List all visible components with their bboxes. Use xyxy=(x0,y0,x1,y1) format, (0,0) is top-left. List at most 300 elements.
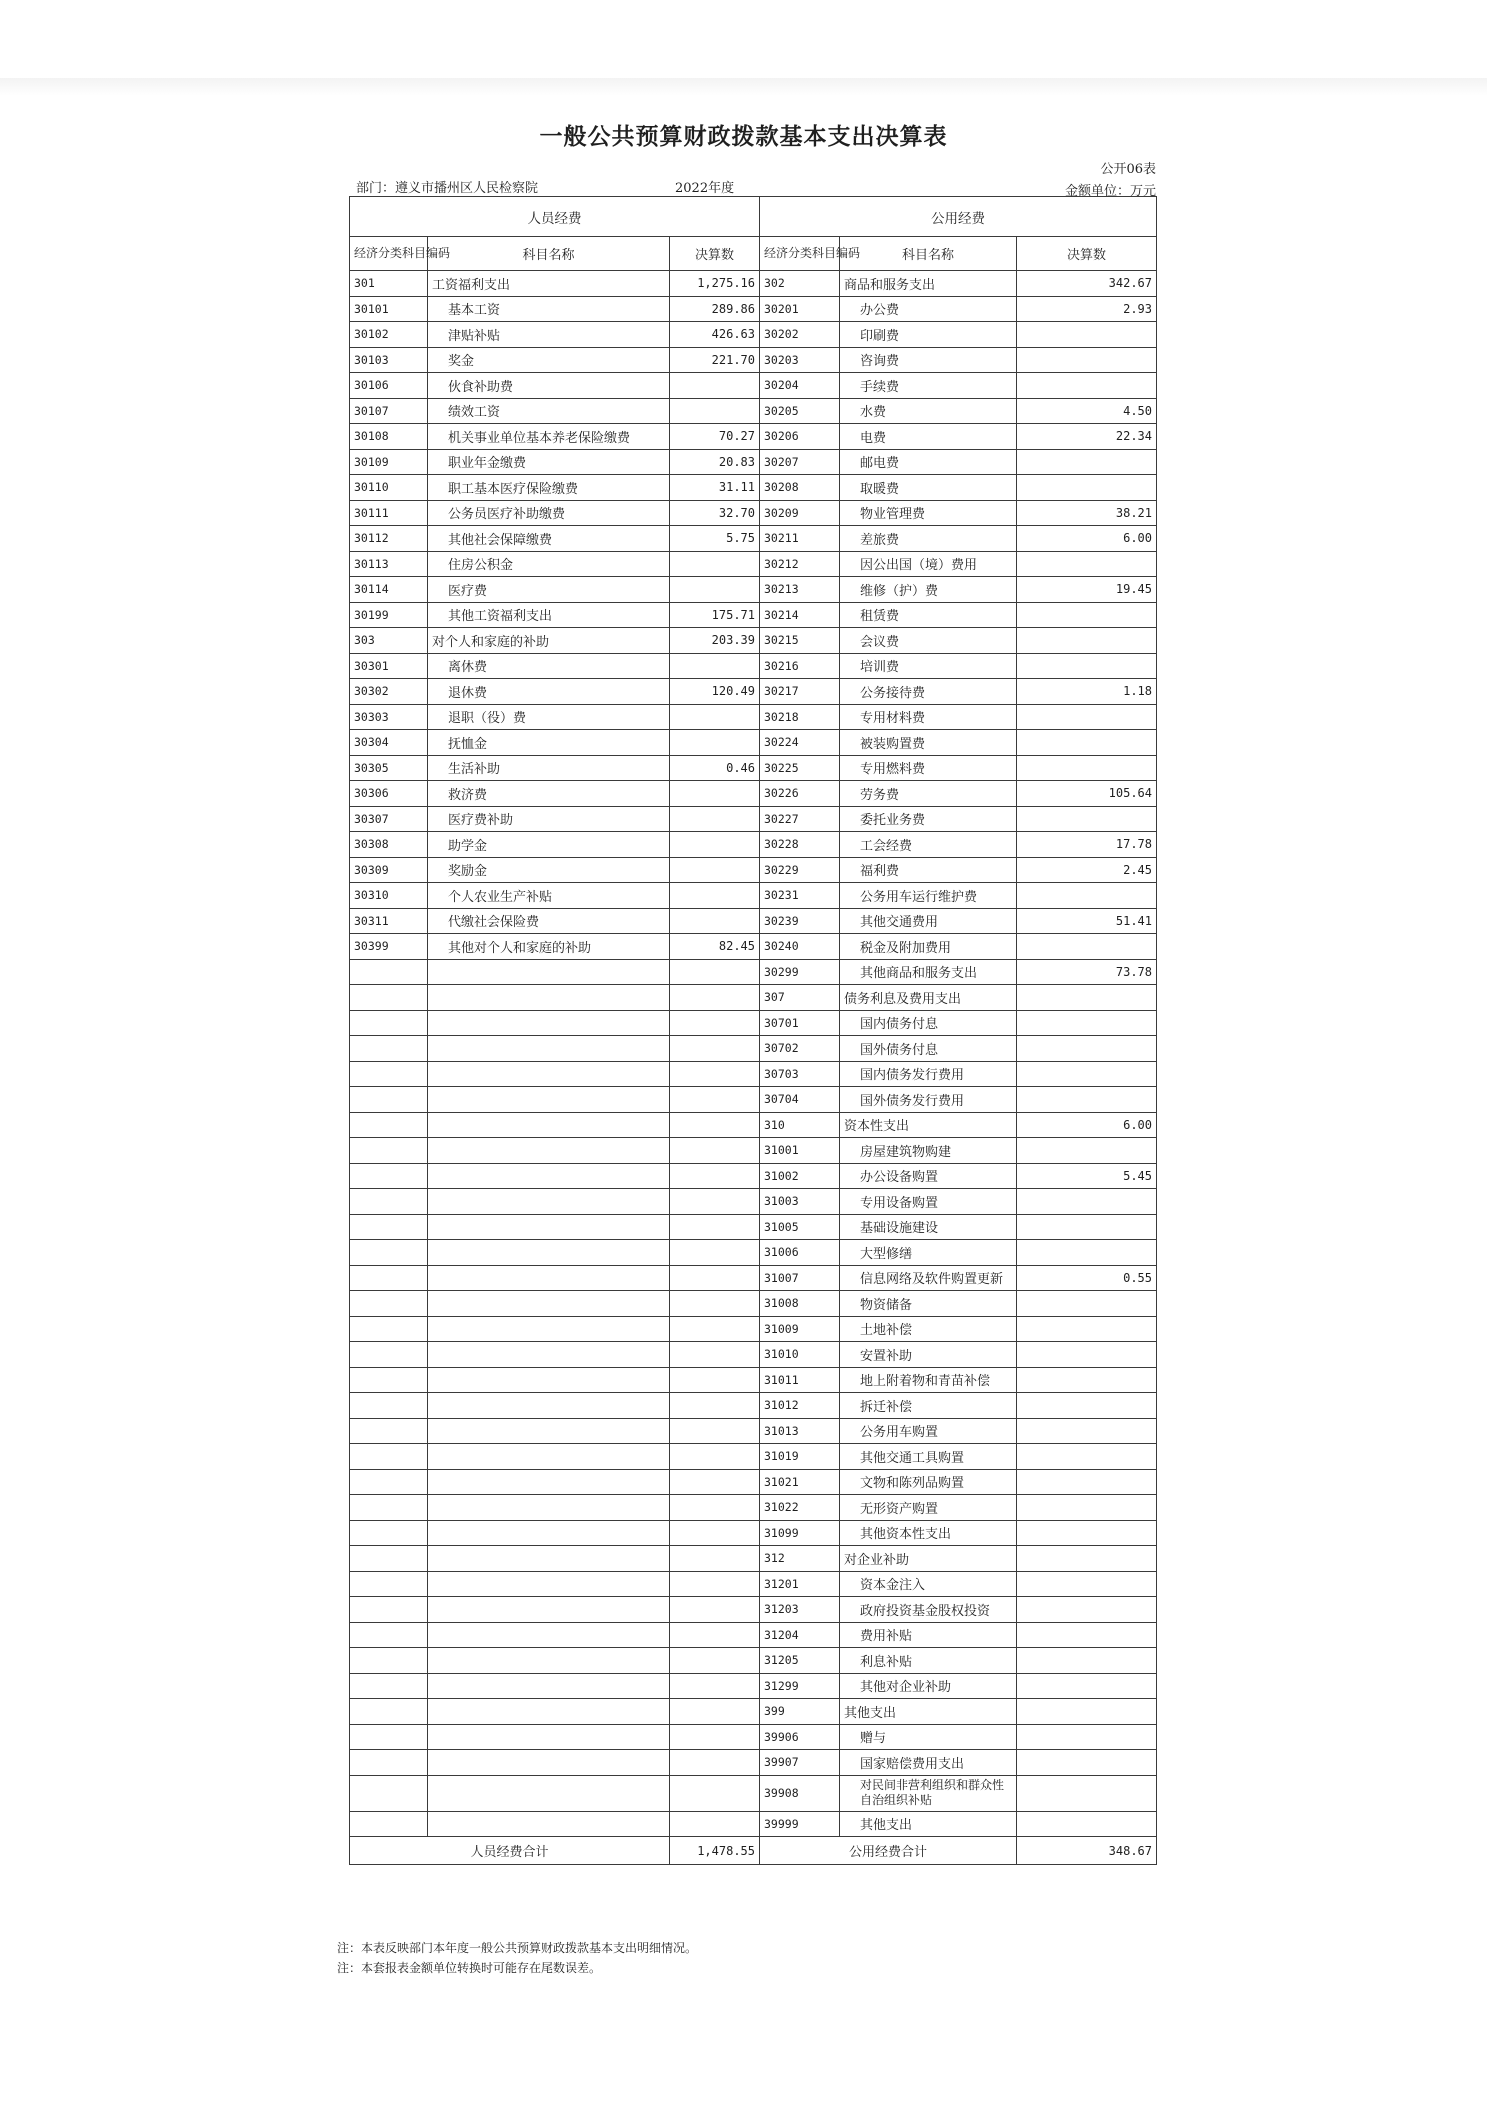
table-row xyxy=(350,1571,1157,1597)
table-row xyxy=(350,934,1157,960)
right-amount-cell xyxy=(1017,1673,1157,1699)
table-row xyxy=(350,1291,1157,1317)
page-title: 一般公共预算财政拨款基本支出决算表 xyxy=(539,123,948,150)
right-code-cell: 30207 xyxy=(760,449,840,475)
table-row xyxy=(350,806,1157,832)
right-code-cell: 30214 xyxy=(760,602,840,628)
left-empty-cell xyxy=(350,1597,428,1623)
right-amount-cell xyxy=(1017,347,1157,373)
left-empty-cell xyxy=(670,1189,760,1215)
left-empty-cell xyxy=(350,1622,428,1648)
right-code-cell: 39999 xyxy=(760,1811,840,1837)
left-empty-cell xyxy=(428,1673,670,1699)
right-amount-cell xyxy=(1017,1699,1157,1725)
left-empty-cell xyxy=(670,1622,760,1648)
left-empty-cell xyxy=(670,1597,760,1623)
right-name-cell: 土地补偿 xyxy=(840,1316,1017,1342)
right-code-cell: 31005 xyxy=(760,1214,840,1240)
right-code-cell: 30239 xyxy=(760,908,840,934)
left-empty-cell xyxy=(428,1316,670,1342)
right-amount-cell xyxy=(1017,449,1157,475)
right-name-cell: 福利费 xyxy=(840,857,1017,883)
left-empty-cell xyxy=(670,1342,760,1368)
table-row xyxy=(350,1418,1157,1444)
left-empty-cell xyxy=(350,1750,428,1776)
right-code-cell: 30212 xyxy=(760,551,840,577)
left-empty-cell xyxy=(670,1811,760,1837)
left-empty-cell xyxy=(428,1189,670,1215)
right-code-cell: 30201 xyxy=(760,296,840,322)
left-amount-cell: 31.11 xyxy=(670,475,760,501)
right-amount-cell xyxy=(1017,1444,1157,1470)
personnel-total-label: 人员经费合计 xyxy=(350,1837,670,1865)
left-empty-cell xyxy=(428,1240,670,1266)
right-amount-cell xyxy=(1017,1138,1157,1164)
left-name-cell: 生活补助 xyxy=(428,755,670,781)
left-empty-cell xyxy=(350,1520,428,1546)
left-empty-cell xyxy=(670,985,760,1011)
left-empty-cell xyxy=(670,1775,760,1811)
right-name-cell: 差旅费 xyxy=(840,526,1017,552)
left-name-cell: 退职（役）费 xyxy=(428,704,670,730)
right-code-cell: 39906 xyxy=(760,1724,840,1750)
right-code-cell: 30229 xyxy=(760,857,840,883)
right-amount-cell xyxy=(1017,653,1157,679)
table-row xyxy=(350,475,1157,501)
right-name-cell: 专用设备购置 xyxy=(840,1189,1017,1215)
left-code-cell: 30302 xyxy=(350,679,428,705)
left-amount-cell xyxy=(670,883,760,909)
right-name-cell: 取暖费 xyxy=(840,475,1017,501)
table-row xyxy=(350,781,1157,807)
right-name-cell: 印刷费 xyxy=(840,322,1017,348)
left-amount-cell xyxy=(670,832,760,858)
right-code-cell: 31011 xyxy=(760,1367,840,1393)
note-line: 注：本套报表金额单位转换时可能存在尾数误差。 xyxy=(337,1961,602,1975)
left-amount-cell: 32.70 xyxy=(670,500,760,526)
left-amount-cell: 0.46 xyxy=(670,755,760,781)
right-name-cell: 房屋建筑物购建 xyxy=(840,1138,1017,1164)
right-amount-cell xyxy=(1017,1546,1157,1572)
right-amount-cell xyxy=(1017,1291,1157,1317)
left-name-cell: 奖励金 xyxy=(428,857,670,883)
right-amount-cell xyxy=(1017,1495,1157,1521)
right-name-cell: 物业管理费 xyxy=(840,500,1017,526)
left-empty-cell xyxy=(350,1316,428,1342)
right-name-cell: 其他支出 xyxy=(840,1699,1017,1725)
right-amount-cell xyxy=(1017,730,1157,756)
right-code-cell: 30225 xyxy=(760,755,840,781)
left-empty-cell xyxy=(428,1367,670,1393)
right-code-cell: 30209 xyxy=(760,500,840,526)
right-code-cell: 39908 xyxy=(760,1775,840,1811)
left-code-cell: 30309 xyxy=(350,857,428,883)
left-empty-cell xyxy=(670,1648,760,1674)
left-empty-cell xyxy=(670,1469,760,1495)
left-empty-cell xyxy=(350,1444,428,1470)
right-amount-cell: 73.78 xyxy=(1017,959,1157,985)
right-amount-cell xyxy=(1017,1811,1157,1837)
left-empty-cell xyxy=(428,985,670,1011)
table-row xyxy=(350,1520,1157,1546)
table-row xyxy=(350,1316,1157,1342)
table-row xyxy=(350,1724,1157,1750)
table-row xyxy=(350,296,1157,322)
right-code-cell: 30216 xyxy=(760,653,840,679)
right-code-cell: 30217 xyxy=(760,679,840,705)
right-name-cell: 安置补助 xyxy=(840,1342,1017,1368)
left-empty-cell xyxy=(428,1699,670,1725)
right-name-cell: 水费 xyxy=(840,398,1017,424)
left-empty-cell xyxy=(670,1750,760,1776)
left-empty-cell xyxy=(670,1087,760,1113)
right-amount-cell xyxy=(1017,934,1157,960)
right-code-cell: 30202 xyxy=(760,322,840,348)
table-row xyxy=(350,1597,1157,1623)
right-name-cell: 劳务费 xyxy=(840,781,1017,807)
right-code-cell: 31006 xyxy=(760,1240,840,1266)
left-name-cell: 职业年金缴费 xyxy=(428,449,670,475)
table-row xyxy=(350,1010,1157,1036)
left-amount-cell xyxy=(670,398,760,424)
right-code-cell: 30227 xyxy=(760,806,840,832)
right-name-header: 科目名称 xyxy=(840,237,1017,271)
right-amount-cell xyxy=(1017,704,1157,730)
right-amount-cell: 2.45 xyxy=(1017,857,1157,883)
header-row-columns xyxy=(350,237,1157,271)
right-code-cell: 30205 xyxy=(760,398,840,424)
right-code-cell: 30206 xyxy=(760,424,840,450)
left-amount-cell xyxy=(670,857,760,883)
left-empty-cell xyxy=(350,959,428,985)
right-code-cell: 31002 xyxy=(760,1163,840,1189)
left-code-cell: 30306 xyxy=(350,781,428,807)
right-name-cell: 利息补贴 xyxy=(840,1648,1017,1674)
right-amount-cell: 19.45 xyxy=(1017,577,1157,603)
right-amount-cell: 38.21 xyxy=(1017,500,1157,526)
right-name-cell: 会议费 xyxy=(840,628,1017,654)
right-code-cell: 31205 xyxy=(760,1648,840,1674)
left-empty-cell xyxy=(670,1418,760,1444)
table-row xyxy=(350,1265,1157,1291)
left-empty-cell xyxy=(670,959,760,985)
left-amount-cell xyxy=(670,704,760,730)
right-name-cell: 电费 xyxy=(840,424,1017,450)
right-name-cell: 物资储备 xyxy=(840,1291,1017,1317)
right-code-cell: 30218 xyxy=(760,704,840,730)
right-amount-cell xyxy=(1017,1010,1157,1036)
right-amount-cell: 51.41 xyxy=(1017,908,1157,934)
right-amount-cell xyxy=(1017,1571,1157,1597)
table-row xyxy=(350,577,1157,603)
left-name-cell: 公务员医疗补助缴费 xyxy=(428,500,670,526)
right-name-cell: 对企业补助 xyxy=(840,1546,1017,1572)
left-amount-cell: 426.63 xyxy=(670,322,760,348)
left-empty-cell xyxy=(350,1061,428,1087)
table-row xyxy=(350,832,1157,858)
left-name-cell: 离休费 xyxy=(428,653,670,679)
right-code-cell: 31007 xyxy=(760,1265,840,1291)
right-amount-cell: 5.45 xyxy=(1017,1163,1157,1189)
table-row xyxy=(350,1367,1157,1393)
right-name-cell: 公务接待费 xyxy=(840,679,1017,705)
right-amount-cell xyxy=(1017,551,1157,577)
left-amount-cell xyxy=(670,806,760,832)
table-row xyxy=(350,1138,1157,1164)
header-row-groups xyxy=(350,197,1157,237)
table-row xyxy=(350,1469,1157,1495)
right-amount-cell xyxy=(1017,373,1157,399)
right-amount-cell xyxy=(1017,1520,1157,1546)
personnel-header: 人员经费 xyxy=(350,197,760,237)
left-empty-cell xyxy=(350,1571,428,1597)
table-row xyxy=(350,347,1157,373)
left-code-cell: 30112 xyxy=(350,526,428,552)
right-amount-cell xyxy=(1017,1597,1157,1623)
left-empty-cell xyxy=(350,1189,428,1215)
table-row xyxy=(350,449,1157,475)
form-id: 公开06表 xyxy=(1100,162,1156,177)
left-code-cell: 30103 xyxy=(350,347,428,373)
right-name-cell: 咨询费 xyxy=(840,347,1017,373)
right-amount-cell xyxy=(1017,1469,1157,1495)
right-amount-cell: 2.93 xyxy=(1017,296,1157,322)
right-code-cell: 31013 xyxy=(760,1418,840,1444)
right-code-cell: 30704 xyxy=(760,1087,840,1113)
right-name-cell: 办公设备购置 xyxy=(840,1163,1017,1189)
right-code-cell: 310 xyxy=(760,1112,840,1138)
left-empty-cell xyxy=(350,1469,428,1495)
right-name-cell: 邮电费 xyxy=(840,449,1017,475)
left-amount-cell: 20.83 xyxy=(670,449,760,475)
left-empty-cell xyxy=(428,1622,670,1648)
right-amount-cell xyxy=(1017,1393,1157,1419)
left-empty-cell xyxy=(350,1214,428,1240)
left-name-cell: 津贴补贴 xyxy=(428,322,670,348)
totals-row xyxy=(350,1837,1157,1865)
left-code-cell: 30110 xyxy=(350,475,428,501)
left-code-cell: 30113 xyxy=(350,551,428,577)
left-code-cell: 30301 xyxy=(350,653,428,679)
left-empty-cell xyxy=(428,1291,670,1317)
right-code-cell: 307 xyxy=(760,985,840,1011)
left-empty-cell xyxy=(428,1546,670,1572)
left-empty-cell xyxy=(428,959,670,985)
left-empty-cell xyxy=(428,1112,670,1138)
right-name-cell: 维修（护）费 xyxy=(840,577,1017,603)
table-row xyxy=(350,322,1157,348)
left-empty-cell xyxy=(350,1811,428,1837)
table-row xyxy=(350,1189,1157,1215)
year-label: 2022年度 xyxy=(675,181,735,196)
left-empty-cell xyxy=(670,1571,760,1597)
right-amount-cell: 0.55 xyxy=(1017,1265,1157,1291)
table-row xyxy=(350,373,1157,399)
right-code-cell: 30701 xyxy=(760,1010,840,1036)
left-code-cell: 303 xyxy=(350,628,428,654)
right-code-cell: 312 xyxy=(760,1546,840,1572)
left-empty-cell xyxy=(428,1469,670,1495)
right-name-cell: 专用燃料费 xyxy=(840,755,1017,781)
left-empty-cell xyxy=(670,1673,760,1699)
left-empty-cell xyxy=(428,1087,670,1113)
left-amount-cell: 5.75 xyxy=(670,526,760,552)
left-empty-cell xyxy=(670,1163,760,1189)
right-amount-cell xyxy=(1017,1342,1157,1368)
left-empty-cell xyxy=(350,1163,428,1189)
left-name-cell: 其他对个人和家庭的补助 xyxy=(428,934,670,960)
table-row xyxy=(350,883,1157,909)
right-code-cell: 30213 xyxy=(760,577,840,603)
right-name-cell: 税金及附加费用 xyxy=(840,934,1017,960)
right-name-cell: 专用材料费 xyxy=(840,704,1017,730)
left-name-cell: 住房公积金 xyxy=(428,551,670,577)
table-row xyxy=(350,755,1157,781)
left-amount-cell: 70.27 xyxy=(670,424,760,450)
left-code-cell: 30308 xyxy=(350,832,428,858)
left-name-cell: 职工基本医疗保险缴费 xyxy=(428,475,670,501)
left-empty-cell xyxy=(350,1010,428,1036)
left-empty-cell xyxy=(428,1061,670,1087)
right-name-cell: 被装购置费 xyxy=(840,730,1017,756)
left-empty-cell xyxy=(428,1418,670,1444)
right-amount-cell xyxy=(1017,1367,1157,1393)
right-name-cell: 商品和服务支出 xyxy=(840,271,1017,297)
right-code-cell: 30208 xyxy=(760,475,840,501)
left-code-header: 经济分类科目编码 xyxy=(350,237,428,271)
table-row xyxy=(350,628,1157,654)
left-empty-cell xyxy=(428,1811,670,1837)
right-name-cell: 债务利息及费用支出 xyxy=(840,985,1017,1011)
right-amount-cell xyxy=(1017,1648,1157,1674)
right-name-cell: 国内债务付息 xyxy=(840,1010,1017,1036)
right-name-cell: 国家赔偿费用支出 xyxy=(840,1750,1017,1776)
table-row xyxy=(350,1811,1157,1837)
left-code-cell: 30304 xyxy=(350,730,428,756)
personnel-total-amount: 1,478.55 xyxy=(670,1837,760,1865)
table-row xyxy=(350,653,1157,679)
right-amount-cell xyxy=(1017,1240,1157,1266)
left-empty-cell xyxy=(350,1775,428,1811)
right-code-cell: 30231 xyxy=(760,883,840,909)
table-row xyxy=(350,908,1157,934)
right-amount-cell xyxy=(1017,1750,1157,1776)
right-name-cell: 租赁费 xyxy=(840,602,1017,628)
left-code-cell: 30305 xyxy=(350,755,428,781)
right-code-cell: 30299 xyxy=(760,959,840,985)
left-amount-cell: 120.49 xyxy=(670,679,760,705)
table-row xyxy=(350,1495,1157,1521)
right-name-cell: 国外债务付息 xyxy=(840,1036,1017,1062)
left-empty-cell xyxy=(350,1291,428,1317)
left-amount-cell: 203.39 xyxy=(670,628,760,654)
right-amount-cell: 6.00 xyxy=(1017,1112,1157,1138)
right-code-cell: 30228 xyxy=(760,832,840,858)
left-empty-cell xyxy=(350,1724,428,1750)
left-empty-cell xyxy=(428,1342,670,1368)
table-row xyxy=(350,398,1157,424)
left-name-cell: 其他工资福利支出 xyxy=(428,602,670,628)
right-amount-cell xyxy=(1017,1214,1157,1240)
right-amount-cell: 1.18 xyxy=(1017,679,1157,705)
left-empty-cell xyxy=(428,1036,670,1062)
left-name-cell: 救济费 xyxy=(428,781,670,807)
public-total-label: 公用经费合计 xyxy=(760,1837,1017,1865)
table-row xyxy=(350,1112,1157,1138)
left-code-cell: 301 xyxy=(350,271,428,297)
left-amount-cell: 175.71 xyxy=(670,602,760,628)
left-empty-cell xyxy=(350,1546,428,1572)
left-amount-cell: 221.70 xyxy=(670,347,760,373)
left-empty-cell xyxy=(428,1010,670,1036)
right-amount-cell xyxy=(1017,1036,1157,1062)
left-empty-cell xyxy=(350,985,428,1011)
right-amount-cell xyxy=(1017,1087,1157,1113)
right-code-header: 经济分类科目编码 xyxy=(760,237,840,271)
left-empty-cell xyxy=(670,1316,760,1342)
left-name-header: 科目名称 xyxy=(428,237,670,271)
right-amount-cell xyxy=(1017,475,1157,501)
right-amount-cell: 22.34 xyxy=(1017,424,1157,450)
left-empty-cell xyxy=(670,1699,760,1725)
right-code-cell: 302 xyxy=(760,271,840,297)
left-empty-cell xyxy=(428,1163,670,1189)
left-empty-cell xyxy=(670,1265,760,1291)
table-row xyxy=(350,1648,1157,1674)
notes xyxy=(337,1938,697,1978)
table-row xyxy=(350,424,1157,450)
right-code-cell: 30203 xyxy=(760,347,840,373)
table-row xyxy=(350,602,1157,628)
left-code-cell: 30108 xyxy=(350,424,428,450)
right-name-cell: 国内债务发行费用 xyxy=(840,1061,1017,1087)
right-amount-cell: 105.64 xyxy=(1017,781,1157,807)
right-name-cell: 公务用车运行维护费 xyxy=(840,883,1017,909)
right-name-cell: 国外债务发行费用 xyxy=(840,1087,1017,1113)
table-row xyxy=(350,1444,1157,1470)
right-name-cell: 其他商品和服务支出 xyxy=(840,959,1017,985)
left-amount-cell xyxy=(670,551,760,577)
right-name-cell: 信息网络及软件购置更新 xyxy=(840,1265,1017,1291)
right-name-cell: 其他资本性支出 xyxy=(840,1520,1017,1546)
left-empty-cell xyxy=(350,1138,428,1164)
right-amount-cell xyxy=(1017,755,1157,781)
left-code-cell: 30303 xyxy=(350,704,428,730)
left-name-cell: 奖金 xyxy=(428,347,670,373)
table-row xyxy=(350,679,1157,705)
right-code-cell: 31008 xyxy=(760,1291,840,1317)
right-name-cell: 政府投资基金股权投资 xyxy=(840,1597,1017,1623)
left-empty-cell xyxy=(670,1036,760,1062)
right-name-cell: 工会经费 xyxy=(840,832,1017,858)
left-empty-cell xyxy=(670,1546,760,1572)
left-name-cell: 机关事业单位基本养老保险缴费 xyxy=(428,424,670,450)
right-name-cell: 培训费 xyxy=(840,653,1017,679)
left-empty-cell xyxy=(350,1265,428,1291)
left-name-cell: 抚恤金 xyxy=(428,730,670,756)
left-code-cell: 30101 xyxy=(350,296,428,322)
right-code-cell: 31012 xyxy=(760,1393,840,1419)
left-empty-cell xyxy=(670,1724,760,1750)
right-amount-cell: 342.67 xyxy=(1017,271,1157,297)
left-amount-cell xyxy=(670,373,760,399)
left-amount-cell xyxy=(670,577,760,603)
right-code-cell: 31299 xyxy=(760,1673,840,1699)
unit-label: 金额单位：万元 xyxy=(1064,184,1156,199)
right-amount-cell xyxy=(1017,1724,1157,1750)
left-name-cell: 其他社会保障缴费 xyxy=(428,526,670,552)
left-empty-cell xyxy=(428,1265,670,1291)
